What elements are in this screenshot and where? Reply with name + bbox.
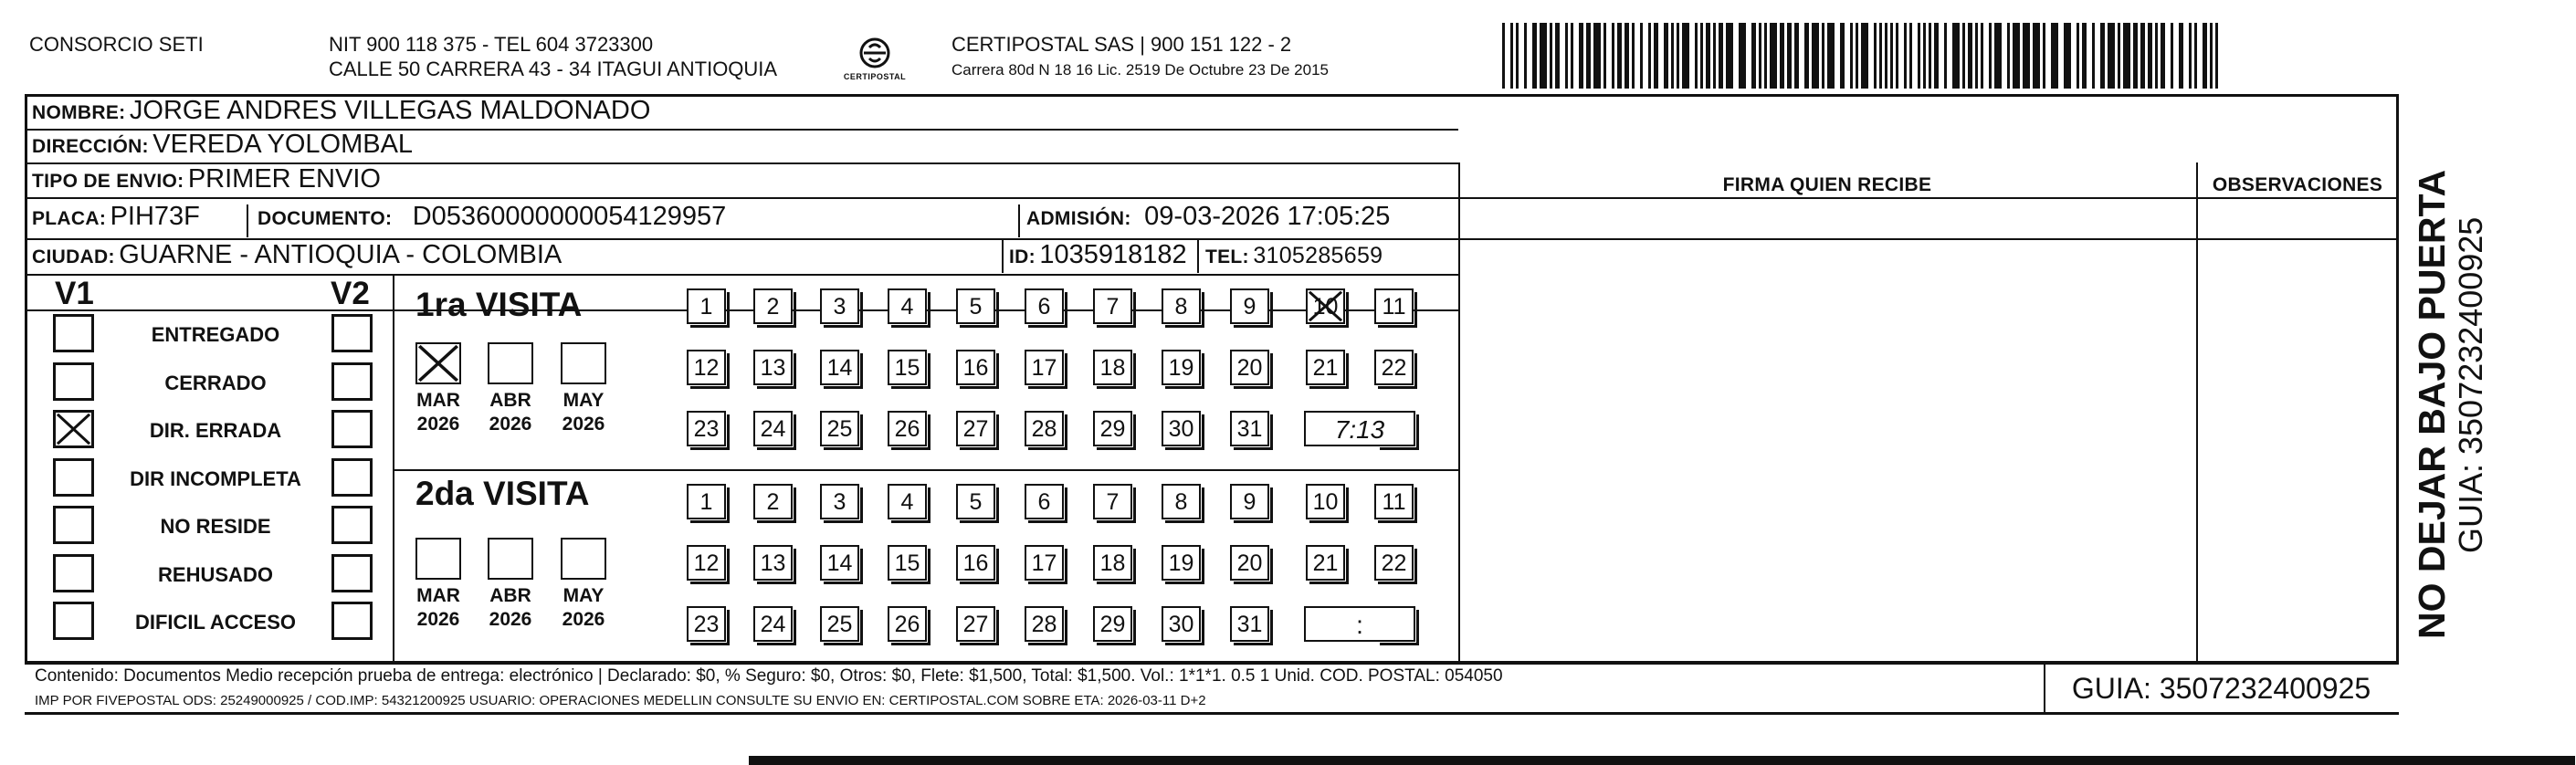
visit1-month-year: 2026 bbox=[489, 414, 532, 435]
visit1-day-21[interactable]: 21 bbox=[1306, 350, 1345, 385]
visit1-day-4[interactable]: 4 bbox=[888, 288, 927, 324]
visit2-day-21[interactable]: 21 bbox=[1306, 545, 1345, 581]
footer-print-line: IMP POR FIVEPOSTAL ODS: 25249000925 / COD.IMP: 54321200925 USUARIO: OPERACIONES MEDELLIN CONSULTE SU ENVIO EN: CERTIPOSTAL.COM SOBRE ETA: 2026-03-11 D+2 bbox=[35, 693, 1206, 708]
side-guia: GUIA: 3507232400925 bbox=[2452, 216, 2489, 553]
visit1-day-11[interactable]: 11 bbox=[1374, 288, 1414, 324]
visit2-day-19[interactable]: 19 bbox=[1162, 545, 1201, 581]
visit1-day-29[interactable]: 29 bbox=[1093, 411, 1132, 446]
barcode bbox=[1502, 23, 2224, 91]
firma-header: FIRMA QUIEN RECIBE bbox=[1722, 174, 1932, 195]
side-warning: NO DEJAR BAJO PUERTA bbox=[2411, 169, 2453, 639]
visit1-time-field[interactable]: 7:13 bbox=[1304, 411, 1415, 446]
sender-address: CALLE 50 CARRERA 43 - 34 ITAGUI ANTIOQUIA bbox=[329, 58, 778, 80]
visit2-month-checkbox[interactable] bbox=[415, 538, 461, 580]
tel-value: 3105285659 bbox=[1253, 243, 1383, 268]
visit2-day-27[interactable]: 27 bbox=[956, 606, 995, 642]
visit1-day-10[interactable]: 10 bbox=[1306, 288, 1345, 324]
admision-label: ADMISIÓN: bbox=[1026, 208, 1131, 229]
documento-value: D05360000000054129957 bbox=[412, 202, 727, 231]
status-label-0: ENTREGADO bbox=[151, 323, 280, 346]
status-label-2: DIR. ERRADA bbox=[149, 419, 282, 442]
visit1-day-25[interactable]: 25 bbox=[820, 411, 859, 446]
visit1-month-checkbox[interactable] bbox=[561, 342, 606, 384]
visit2-month-label: MAR bbox=[416, 585, 460, 606]
v2-header: V2 bbox=[331, 276, 370, 311]
logo-text: CERTIPOSTAL bbox=[843, 72, 907, 81]
visit1-day-12[interactable]: 12 bbox=[687, 350, 726, 385]
visit1-day-27[interactable]: 27 bbox=[956, 411, 995, 446]
visit2-month-label: MAY bbox=[563, 585, 605, 606]
visit2-month-label: ABR bbox=[489, 585, 531, 606]
status-label-3: DIR INCOMPLETA bbox=[130, 466, 301, 490]
visit1-day-30[interactable]: 30 bbox=[1162, 411, 1201, 446]
visit1-day-8[interactable]: 8 bbox=[1162, 288, 1201, 324]
placa-label: PLACA: bbox=[32, 208, 107, 229]
direccion-label: DIRECCIÓN: bbox=[32, 136, 149, 157]
footer-guia: GUIA: 3507232400925 bbox=[2071, 672, 2371, 705]
visit1-month-year: 2026 bbox=[562, 414, 605, 435]
tipo-envio-label: TIPO DE ENVIO: bbox=[32, 171, 184, 192]
visit2-day-17[interactable]: 17 bbox=[1025, 545, 1064, 581]
visit2-day-8[interactable]: 8 bbox=[1162, 484, 1201, 519]
visit2-day-1[interactable]: 1 bbox=[687, 484, 726, 519]
license-line: Carrera 80d N 18 16 Lic. 2519 De Octubre 23 De 2015 bbox=[952, 61, 1329, 79]
visit2-day-24[interactable]: 24 bbox=[753, 606, 793, 642]
visit2-day-10[interactable]: 10 bbox=[1306, 484, 1345, 519]
sender-name: CONSORCIO SETI bbox=[29, 33, 204, 56]
visit1-day-17[interactable]: 17 bbox=[1025, 350, 1064, 385]
visit2-day-6[interactable]: 6 bbox=[1025, 484, 1064, 519]
visit1-day-18[interactable]: 18 bbox=[1093, 350, 1132, 385]
status-label-6: DIFICIL ACCESO bbox=[134, 611, 296, 634]
courier-line: CERTIPOSTAL SAS | 900 151 122 - 2 bbox=[952, 33, 1292, 56]
visit2-day-11[interactable]: 11 bbox=[1374, 484, 1414, 519]
nombre-label: NOMBRE: bbox=[32, 102, 126, 123]
visit2-month-year: 2026 bbox=[562, 609, 605, 630]
visit2-day-9[interactable]: 9 bbox=[1230, 484, 1269, 519]
visit2-day-25[interactable]: 25 bbox=[820, 606, 859, 642]
visit1-day-7[interactable]: 7 bbox=[1093, 288, 1132, 324]
visit1-month-label: ABR bbox=[489, 390, 531, 411]
tel-label: TEL: bbox=[1205, 246, 1249, 267]
visit1-title: 1ra VISITA bbox=[415, 286, 583, 323]
visit1-day-20[interactable]: 20 bbox=[1230, 350, 1269, 385]
visit2-title: 2da VISITA bbox=[415, 475, 590, 512]
visit2-month-checkbox[interactable] bbox=[488, 538, 533, 580]
visit1-day-31[interactable]: 31 bbox=[1230, 411, 1269, 446]
visit2-day-26[interactable]: 26 bbox=[888, 606, 927, 642]
certipostal-logo bbox=[838, 35, 911, 89]
visit1-day-15[interactable]: 15 bbox=[888, 350, 927, 385]
visit1-day-6[interactable]: 6 bbox=[1025, 288, 1064, 324]
visit2-day-31[interactable]: 31 bbox=[1230, 606, 1269, 642]
visit1-month-label: MAY bbox=[563, 390, 605, 411]
visit1-day-23[interactable]: 23 bbox=[687, 411, 726, 446]
visit1-month-checkbox[interactable] bbox=[415, 342, 461, 384]
visit2-day-2[interactable]: 2 bbox=[753, 484, 793, 519]
visit2-day-20[interactable]: 20 bbox=[1230, 545, 1269, 581]
visit2-day-18[interactable]: 18 bbox=[1093, 545, 1132, 581]
nombre-value: JORGE ANDRES VILLEGAS MALDONADO bbox=[129, 96, 651, 125]
tipo-envio-value: PRIMER ENVIO bbox=[187, 164, 381, 194]
visit1-day-22[interactable]: 22 bbox=[1374, 350, 1414, 385]
visit2-day-30[interactable]: 30 bbox=[1162, 606, 1201, 642]
visit2-day-15[interactable]: 15 bbox=[888, 545, 927, 581]
visit1-day-26[interactable]: 26 bbox=[888, 411, 927, 446]
visit1-day-2[interactable]: 2 bbox=[753, 288, 793, 324]
visit2-day-13[interactable]: 13 bbox=[753, 545, 793, 581]
visit2-day-7[interactable]: 7 bbox=[1093, 484, 1132, 519]
visit2-day-22[interactable]: 22 bbox=[1374, 545, 1414, 581]
visit1-day-3[interactable]: 3 bbox=[820, 288, 859, 324]
v1-header: V1 bbox=[55, 276, 94, 311]
documento-label: DOCUMENTO: bbox=[258, 208, 393, 229]
visit2-day-12[interactable]: 12 bbox=[687, 545, 726, 581]
visit2-day-4[interactable]: 4 bbox=[888, 484, 927, 519]
visit2-day-28[interactable]: 28 bbox=[1025, 606, 1064, 642]
visit2-month-year: 2026 bbox=[489, 609, 532, 630]
visit1-day-14[interactable]: 14 bbox=[820, 350, 859, 385]
id-label: ID: bbox=[1009, 246, 1036, 267]
direccion-value: VEREDA YOLOMBAL bbox=[152, 130, 414, 159]
visit2-month-checkbox[interactable] bbox=[561, 538, 606, 580]
visit1-day-28[interactable]: 28 bbox=[1025, 411, 1064, 446]
visit1-day-13[interactable]: 13 bbox=[753, 350, 793, 385]
visit1-day-16[interactable]: 16 bbox=[956, 350, 995, 385]
visit1-day-9[interactable]: 9 bbox=[1230, 288, 1269, 324]
visit1-month-label: MAR bbox=[416, 390, 460, 411]
observaciones-header: OBSERVACIONES bbox=[2212, 174, 2383, 195]
visit2-day-5[interactable]: 5 bbox=[956, 484, 995, 519]
visit1-day-5[interactable]: 5 bbox=[956, 288, 995, 324]
ciudad-label: CIUDAD: bbox=[32, 246, 115, 267]
visit2-time-field[interactable]: : bbox=[1304, 606, 1415, 642]
visit2-month-year: 2026 bbox=[416, 609, 460, 630]
nit-line: NIT 900 118 375 - TEL 604 3723300 bbox=[329, 33, 654, 56]
status-label-1: CERRADO bbox=[164, 371, 267, 394]
visit1-month-year: 2026 bbox=[416, 414, 460, 435]
visit2-day-29[interactable]: 29 bbox=[1093, 606, 1132, 642]
visit2-day-16[interactable]: 16 bbox=[956, 545, 995, 581]
admision-value: 09-03-2026 17:05:25 bbox=[1144, 202, 1391, 231]
id-value: 1035918182 bbox=[1039, 240, 1187, 269]
visit1-day-19[interactable]: 19 bbox=[1162, 350, 1201, 385]
visit1-day-1[interactable]: 1 bbox=[687, 288, 726, 324]
ciudad-value: GUARNE - ANTIOQUIA - COLOMBIA bbox=[119, 240, 563, 269]
visit1-day-24[interactable]: 24 bbox=[753, 411, 793, 446]
placa-value: PIH73F bbox=[110, 202, 200, 231]
scan-edge bbox=[749, 756, 2575, 765]
status-label-4: NO RESIDE bbox=[160, 515, 271, 538]
visit2-day-23[interactable]: 23 bbox=[687, 606, 726, 642]
visit1-month-checkbox[interactable] bbox=[488, 342, 533, 384]
visit2-day-14[interactable]: 14 bbox=[820, 545, 859, 581]
status-label-5: REHUSADO bbox=[158, 562, 273, 586]
footer-content-line: Contenido: Documentos Medio recepción prueba de entrega: electrónico | Declarado: $0, % Seguro: $0, Otros: $0, Flete: $1,500, Total: $1,500. Vol.: 1*1*1. 0.5 1 Unid. COD. POSTAL: 054050 bbox=[35, 666, 1503, 686]
visit2-day-3[interactable]: 3 bbox=[820, 484, 859, 519]
